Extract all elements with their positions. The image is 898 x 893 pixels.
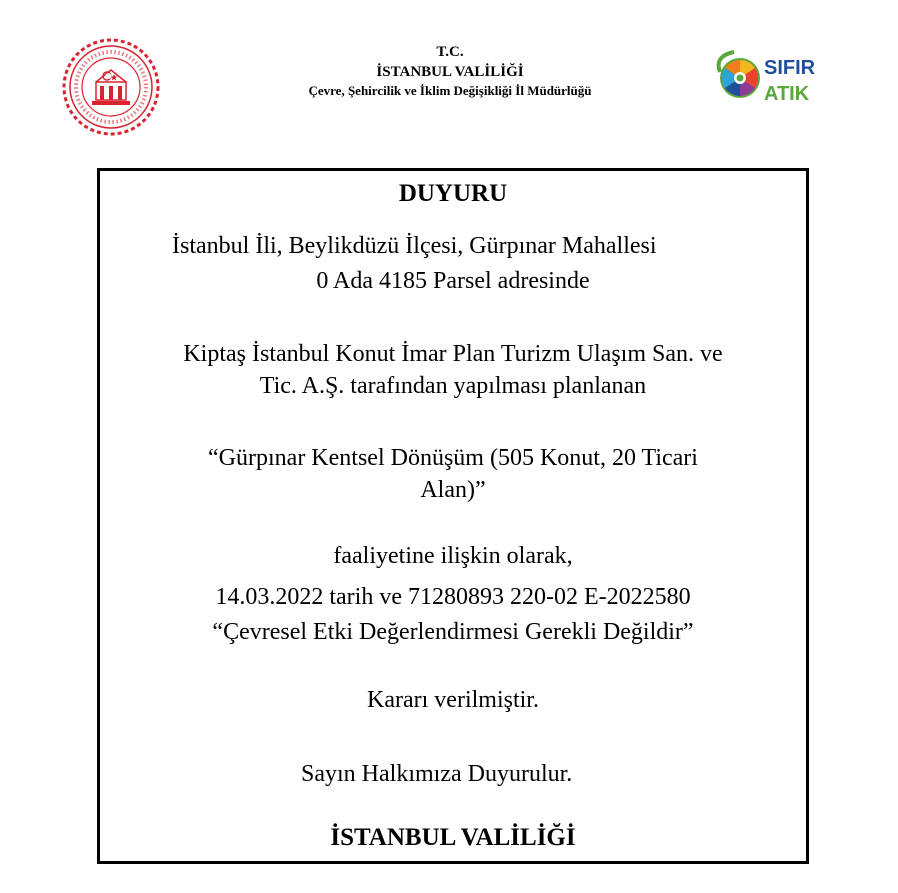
header-governorship: İSTANBUL VALİLİĞİ	[376, 64, 524, 80]
notice-box	[97, 168, 809, 864]
letterhead	[200, 42, 700, 100]
project-name-line-2: Alan)”	[420, 477, 486, 503]
governorship-seal-icon	[62, 38, 160, 136]
date-reference-line: 14.03.2022 tarih ve 71280893 220-02 E-2022580	[215, 584, 691, 610]
company-line-1: Kiptaş İstanbul Konut İmar Plan Turizm Ulaşım San. ve	[183, 341, 723, 367]
decision-line: “Çevresel Etki Değerlendirmesi Gerekli Değildir”	[212, 619, 694, 645]
project-name-line-1: “Gürpınar Kentsel Dönüşüm (505 Konut, 20 Ticari	[208, 445, 698, 471]
result-line: Kararı verilmiştir.	[367, 687, 539, 713]
header-tc: T.C.	[436, 44, 464, 60]
address-line-1: İstanbul İli, Beylikdüzü İlçesi, Gürpınar Mahallesi	[172, 233, 657, 259]
closing-line: Sayın Halkımıza Duyurulur.	[301, 761, 573, 787]
notice-title: DUYURU	[398, 180, 508, 207]
address-line-2: 0 Ada 4185 Parsel adresinde	[316, 268, 590, 294]
sifir-atik-logo-icon	[716, 44, 816, 112]
company-line-2: Tic. A.Ş. tarafından yapılması planlanan	[259, 373, 647, 399]
atik-text: ATIK	[764, 83, 810, 105]
activity-line: faaliyetine ilişkin olarak,	[333, 543, 573, 569]
signature-authority: İSTANBUL VALİLİĞİ	[330, 824, 576, 851]
sifir-text: SIFIR	[764, 57, 816, 79]
header-directorate: Çevre, Şehircilik ve İklim Değişikliği İl Müdürlüğü	[308, 83, 592, 98]
